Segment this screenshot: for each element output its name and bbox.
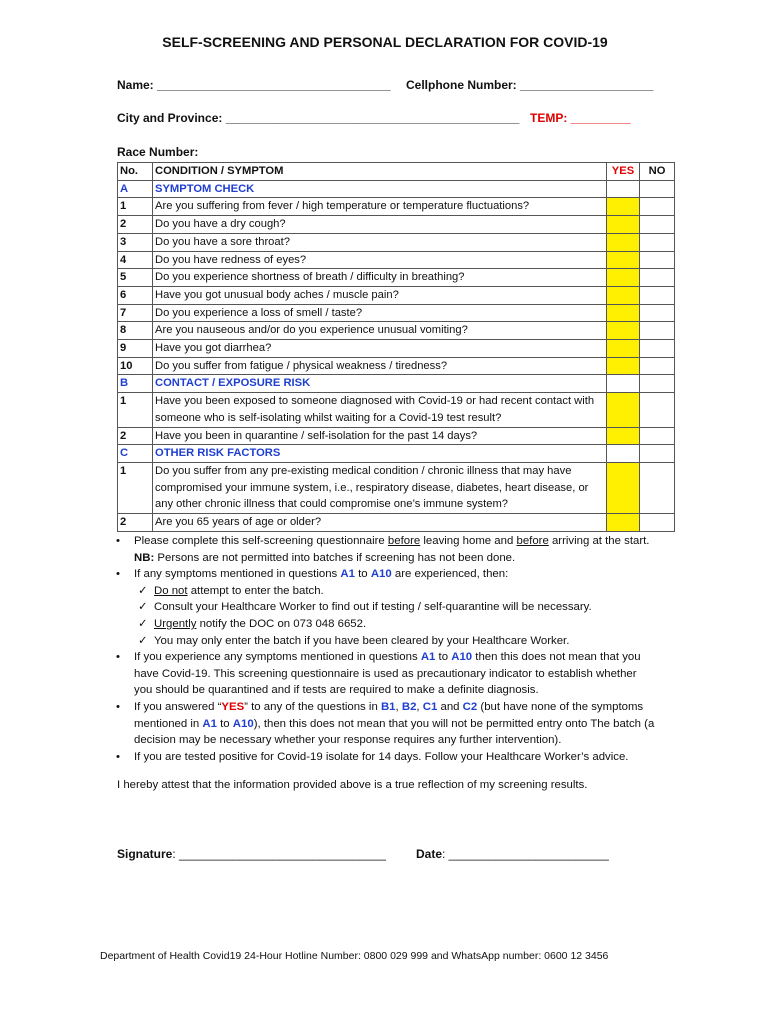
text: Do not [154, 584, 188, 597]
text: B2 [401, 700, 417, 713]
row-number: 4 [118, 251, 153, 269]
no-checkbox[interactable] [640, 322, 675, 340]
table-header-row [118, 163, 675, 181]
text: B1 [380, 700, 396, 713]
table-row [118, 514, 675, 532]
no-checkbox[interactable] [640, 251, 675, 269]
row-number: 1 [118, 198, 153, 216]
yes-checkbox[interactable] [607, 198, 640, 216]
race-number-label: Race Number: [117, 145, 199, 159]
no-checkbox[interactable] [640, 216, 675, 234]
header-yes: YES [607, 163, 640, 181]
table-row [118, 357, 675, 375]
row-condition: Have you been in quarantine / self-isolation for the past 14 days? [153, 427, 607, 445]
text: arriving at the start. [548, 535, 650, 547]
no-cell [640, 375, 675, 393]
no-checkbox[interactable] [640, 304, 675, 322]
text: notify the DOC on 073 048 6652. [196, 617, 367, 630]
city-province-field[interactable]: City and Province: ____________________________________________ [117, 111, 520, 125]
row-condition: Do you suffer from any pre-existing medical condition / chronic illness that may have compromised your immune system, i.e., respiratory disease, diabetes, heart disease, or any other chronic illness that could compromise one’s immune system? [153, 462, 607, 513]
text: ” to any of the questions in [244, 700, 381, 713]
row-condition: Do you suffer from fatigue / physical weakness / tiredness? [153, 357, 607, 375]
text: attempt to enter the batch. [187, 584, 324, 597]
attestation-text: I hereby attest that the information provided above is a true reflection of my screening results. [117, 779, 588, 791]
yes-checkbox[interactable] [607, 322, 640, 340]
row-number: 8 [118, 322, 153, 340]
check-item [138, 583, 658, 600]
text: before [387, 535, 421, 547]
text: If any symptoms mentioned in questions [134, 568, 341, 581]
table-row [118, 340, 675, 358]
no-cell [640, 180, 675, 198]
instruction-item [118, 566, 658, 649]
section-row-b [118, 375, 675, 393]
yes-checkbox[interactable] [607, 251, 640, 269]
instruction-item [118, 699, 658, 749]
check-item [138, 616, 658, 633]
cellphone-field[interactable]: Cellphone Number: ____________________ [406, 78, 654, 92]
table-row [118, 233, 675, 251]
table-row [118, 269, 675, 287]
footer-hotline: Department of Health Covid19 24-Hour Hotline Number: 0800 029 999 and WhatsApp number: 0600 12 3456 [100, 950, 609, 962]
text: If you are tested positive for Covid-19 isolate for 14 days. Follow your Healthcare Worker’s advice. [134, 750, 629, 763]
table-row [118, 427, 675, 445]
row-condition: Are you nauseous and/or do you experience unusual vomiting? [153, 322, 607, 340]
table-row [118, 304, 675, 322]
yes-checkbox[interactable] [607, 514, 640, 532]
text: before [516, 535, 549, 547]
table-row [118, 216, 675, 234]
row-condition: Do you have a sore throat? [153, 233, 607, 251]
text: to [354, 568, 371, 581]
section-title: SYMPTOM CHECK [153, 180, 607, 198]
temp-field[interactable]: TEMP: _________ [530, 111, 631, 125]
section-letter: C [118, 445, 153, 463]
signature-label: Signature [117, 847, 173, 861]
header-condition: CONDITION / SYMPTOM [153, 163, 607, 181]
no-checkbox[interactable] [640, 233, 675, 251]
text: A1 [202, 717, 217, 730]
text: Urgently [154, 617, 197, 630]
yes-cell [607, 445, 640, 463]
yes-cell [607, 180, 640, 198]
text: YES [221, 700, 245, 713]
page-title: SELF-SCREENING AND PERSONAL DECLARATION FOR COVID-19 [162, 34, 608, 50]
no-checkbox[interactable] [640, 462, 675, 513]
row-number: 2 [118, 216, 153, 234]
signature-line: : _______________________________ [172, 847, 386, 861]
header-no: No. [118, 163, 153, 181]
yes-checkbox[interactable] [607, 340, 640, 358]
text: , [416, 700, 423, 713]
yes-checkbox[interactable] [607, 357, 640, 375]
text: A10 [451, 651, 473, 664]
row-number: 3 [118, 233, 153, 251]
row-condition: Do you experience shortness of breath / difficulty in breathing? [153, 269, 607, 287]
text: to [216, 717, 233, 730]
no-cell [640, 445, 675, 463]
signature-field[interactable] [117, 847, 386, 861]
check-item [138, 633, 658, 650]
table-row [118, 286, 675, 304]
table-row [118, 251, 675, 269]
instruction-item [118, 749, 658, 766]
text: NB: [134, 551, 155, 564]
text: , [395, 700, 402, 713]
text: then this does not mean that you have Covid-19. This screening questionnaire is used as precautionary indicator to establish whether you should be quarantined and if tests are required to make a definite diagnosis. [134, 651, 641, 697]
yes-checkbox[interactable] [607, 462, 640, 513]
row-condition: Do you have a dry cough? [153, 216, 607, 234]
row-condition: Are you suffering from fever / high temperature or temperature fluctuations? [153, 198, 607, 216]
section-letter: A [118, 180, 153, 198]
text: If you experience any symptoms mentioned in questions [134, 651, 421, 664]
no-checkbox[interactable] [640, 514, 675, 532]
no-checkbox[interactable] [640, 269, 675, 287]
row-number: 9 [118, 340, 153, 358]
row-number: 5 [118, 269, 153, 287]
row-number: 6 [118, 286, 153, 304]
text: A10 [232, 717, 254, 730]
yes-checkbox[interactable] [607, 269, 640, 287]
row-number: 2 [118, 427, 153, 445]
text: A1 [420, 651, 436, 664]
text: ), then this does not mean that you will not be permitted entry onto The batch (a decision may be necessary whether your response requires any further intervention). [134, 717, 655, 747]
row-condition: Are you 65 years of age or older? [153, 514, 607, 532]
text: You may only enter the batch if you have been cleared by your Healthcare Worker. [154, 634, 570, 647]
no-checkbox[interactable] [640, 427, 675, 445]
section-row-a [118, 180, 675, 198]
text: A1 [340, 568, 355, 581]
date-label: Date [416, 847, 443, 861]
no-checkbox[interactable] [640, 393, 675, 427]
yes-checkbox[interactable] [607, 304, 640, 322]
check-item [138, 599, 658, 616]
row-condition: Have you been exposed to someone diagnosed with Covid-19 or had recent contact with someone who is self-isolating whilst waiting for a Covid-19 test result? [153, 393, 607, 427]
row-condition: Do you experience a loss of smell / taste? [153, 304, 607, 322]
text: (but have none of the symptoms mentioned in [134, 700, 644, 730]
yes-checkbox[interactable] [607, 427, 640, 445]
table-row [118, 322, 675, 340]
screening-table [117, 162, 675, 532]
row-number: 2 [118, 514, 153, 532]
text: C1 [422, 700, 438, 713]
instruction-item [118, 649, 658, 699]
row-number: 1 [118, 393, 153, 427]
text: If you answered “ [134, 700, 222, 713]
table-row [118, 462, 675, 513]
yes-cell [607, 375, 640, 393]
text: leaving home and [420, 535, 517, 547]
section-letter: B [118, 375, 153, 393]
header-no-col: NO [640, 163, 675, 181]
no-checkbox[interactable] [640, 340, 675, 358]
yes-checkbox[interactable] [607, 286, 640, 304]
row-condition: Have you got diarrhea? [153, 340, 607, 358]
section-title: OTHER RISK FACTORS [153, 445, 607, 463]
no-checkbox[interactable] [640, 198, 675, 216]
instruction-item [118, 533, 658, 566]
yes-checkbox[interactable] [607, 216, 640, 234]
row-condition: Have you got unusual body aches / muscle pain? [153, 286, 607, 304]
date-line: : ________________________ [442, 847, 609, 861]
table-row [118, 393, 675, 427]
row-number: 1 [118, 462, 153, 513]
text: A10 [370, 568, 392, 581]
row-condition: Do you have redness of eyes? [153, 251, 607, 269]
yes-checkbox[interactable] [607, 233, 640, 251]
instructions-list [118, 533, 658, 765]
text: Please complete this self-screening questionnaire [134, 535, 388, 547]
text: are experienced, then: [391, 568, 509, 581]
text: Consult your Healthcare Worker to find out if testing / self-quarantine will be necessary. [154, 601, 592, 614]
no-checkbox[interactable] [640, 357, 675, 375]
text: to [435, 651, 452, 664]
action-checklist [134, 583, 658, 649]
date-field[interactable] [416, 847, 609, 861]
table-row [118, 198, 675, 216]
name-field[interactable]: Name: ___________________________________ [117, 78, 391, 92]
text: C2 [462, 700, 478, 713]
row-number: 10 [118, 357, 153, 375]
text: and [437, 700, 463, 713]
section-row-c [118, 445, 675, 463]
yes-checkbox[interactable] [607, 393, 640, 427]
text: Persons are not permitted into batches if screening has not been done. [154, 551, 516, 564]
section-title: CONTACT / EXPOSURE RISK [153, 375, 607, 393]
row-number: 7 [118, 304, 153, 322]
no-checkbox[interactable] [640, 286, 675, 304]
